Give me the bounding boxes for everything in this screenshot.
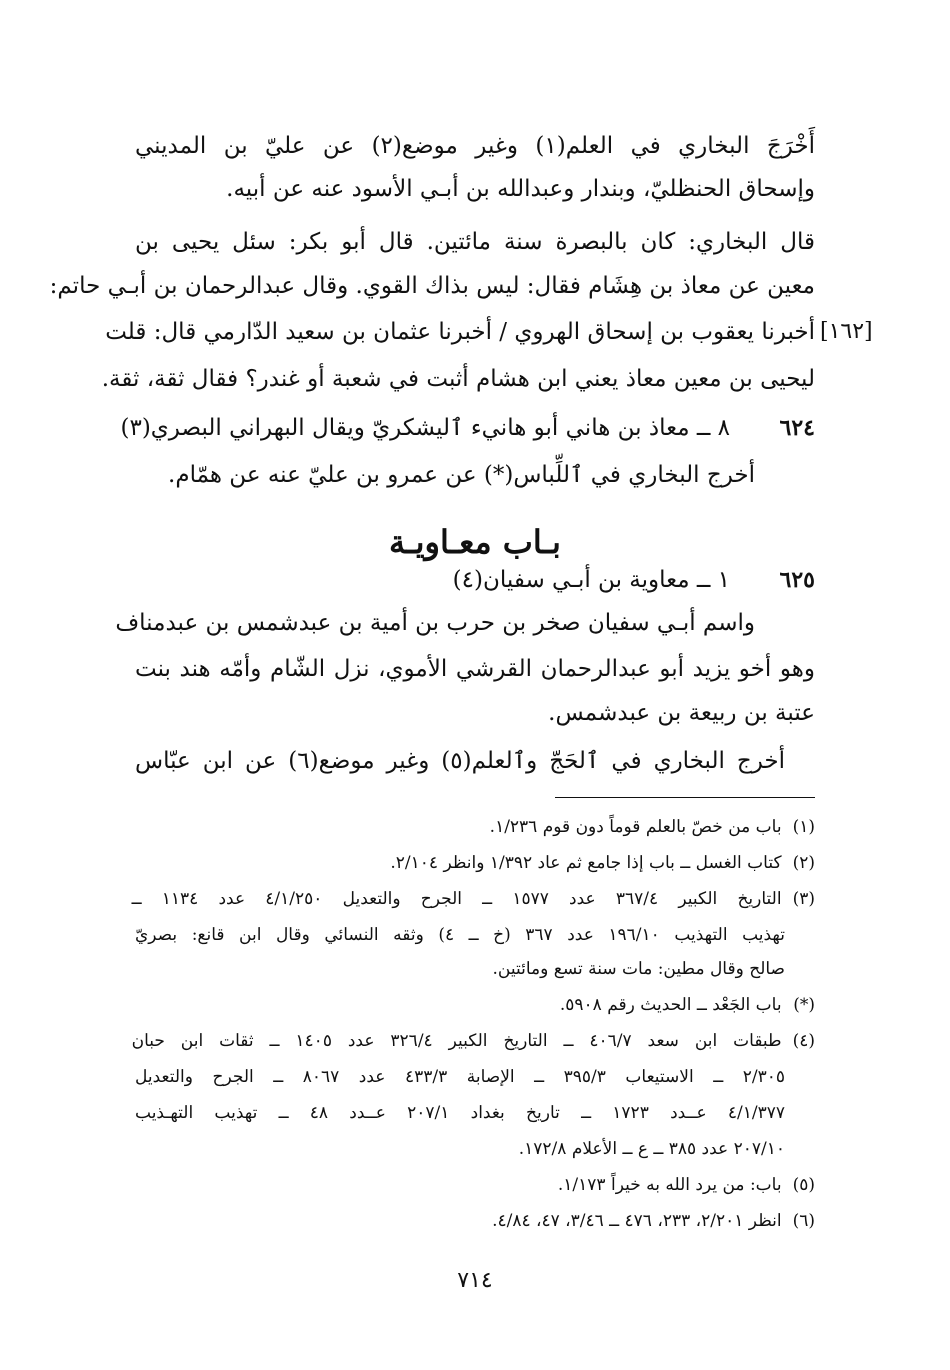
footnote-star — [135, 990, 815, 1020]
body-line-1: أَخْرَجَ البخاري في العلم(١) وغير موضع(٢) عن عليّ بن المديني — [135, 133, 816, 159]
footnote-5-text: باب: من يرد الله به خيراً ١/١٧٣. — [557, 1175, 782, 1195]
entry-number-624: ٦٢٤ — [779, 415, 815, 441]
footnote-1-number: (١) — [792, 817, 815, 837]
footnote-4-line-4 — [135, 1134, 785, 1164]
footnote-5-number: (٥) — [792, 1175, 815, 1195]
body-line-8: أخرج البخاري في ٱللِّباس(*) عن عمرو بن عليّ عنه عن همّام. — [168, 462, 755, 488]
footnote-3-line-2-text: تهذيب التهذيب ١٩٦/١٠ عدد ٣٦٧ (خ ــ ٤) وثقه النسائي وقال ابن قانع: بصريّ — [135, 925, 785, 945]
footnote-3-line-3-text: صالح وقال مطين: مات سنة تسع ومائتين. — [492, 959, 785, 979]
entry-625-line-1: واسم أبـي سفيان صخر بن حرب بن أمية بن عبدشمس بن عبدمناف — [115, 610, 755, 636]
footnote-5 — [135, 1170, 815, 1200]
footnote-star-number: (*) — [793, 995, 815, 1015]
footnote-4 — [131, 1026, 815, 1056]
footnote-6 — [135, 1206, 815, 1236]
entry-625-line-4: أخرج البخاري في ٱلحَجّ وٱلعلم(٥) وغير موضع(٦) عن ابن عبّاس — [135, 748, 786, 774]
footnote-1 — [135, 812, 815, 842]
footnote-3-line-3 — [135, 954, 785, 984]
footnote-1-text: باب من خصّ بالعلم قوماً دون قوم ١/٢٣٦. — [489, 817, 782, 837]
footnote-4-line-3 — [135, 1098, 785, 1128]
chapter-title: بـاب معـاويـة — [389, 523, 561, 561]
entry-625-title: ١ ــ معاوية بن أبـي سفيان(٤) — [452, 567, 730, 593]
reference-marker: [١٦٢] — [820, 319, 873, 344]
footnote-6-number: (٦) — [792, 1211, 815, 1231]
body-line-2: وإسحاق الحنظليّ، وبندار وعبدالله بن أبـي الأسود عنه عن أبيه. — [226, 176, 815, 202]
footnote-4-line-1: طبقات ابن سعد ٤٠٦/٧ ــ التاريخ الكبير ٣٢٦/٤ عدد ١٤٠٥ ــ ثقات ابن حبان — [131, 1031, 782, 1051]
footnote-2 — [135, 848, 815, 878]
footnote-4-line-3-text: ٤/١/٣٧٧ عــدد ١٧٢٣ ــ تاريخ بغداد ٢٠٧/١ عــدد ٤٨ ــ تهذيب التهـذيب — [135, 1103, 786, 1123]
page-number: ٧١٤ — [457, 1268, 493, 1293]
entry-number-625: ٦٢٥ — [779, 567, 815, 593]
footnote-4-number: (٤) — [792, 1031, 815, 1051]
body-line-3: قال البخاري: كان بالبصرة سنة مائتين. قال أبو بكر: سئل يحيى بن — [135, 229, 815, 255]
footnote-3 — [131, 884, 815, 914]
footnote-6-text: انظر ٢/٢٠١، ٢٣٣، ٤٧٦ ــ ٣/٤٦، ٤٧، ٤/٨٤. — [492, 1211, 782, 1231]
footnote-2-text: كتاب الغسل ــ باب إذا جامع ثم عاد ١/٣٩٢ وانظر ٢/١٠٤. — [390, 853, 782, 873]
entry-625-line-3: عتبة بن ربيعة بن عبدشمس. — [548, 700, 815, 726]
body-line-6: ليحيى بن معين معاذ يعني ابن هشام أثبت في شعبة أو غندر؟ فقال ثقة، ثقة. — [101, 366, 815, 392]
footnote-4-line-4-text: ٢٠٧/١٠ عدد ٣٨٥ ــ ع ــ الأعلام ١٧٢/٨. — [518, 1139, 785, 1159]
footnote-3-number: (٣) — [792, 889, 815, 909]
body-line-4: معين عن معاذ بن هِشَام فقال: ليس بذاك القوي. وقال عبدالرحمان بن أبـي حاتم: — [49, 273, 815, 299]
entry-625-line-2: وهو أخو يزيد أبو عبدالرحمان القرشي الأموي، نزل الشّام وأمّه هند بنت — [135, 656, 815, 682]
footnote-3-line-1: التاريخ الكبير ٣٦٧/٤ عدد ١٥٧٧ ــ الجرح والتعديل ٤/١/٢٥٠ عدد ١١٣٤ ــ — [131, 889, 782, 909]
footnote-2-number: (٢) — [792, 853, 815, 873]
footnote-3-line-2 — [135, 920, 785, 950]
footnote-4-line-2-text: ٢/٣٠٥ ــ الاستيعاب ٣٩٥/٣ ــ الإصابة ٤٣٣/٣ عدد ٨٠٦٧ ــ الجرح والتعديل — [135, 1067, 785, 1087]
footnote-4-line-2 — [135, 1062, 785, 1092]
footnote-star-text: باب الجَعْد ــ الحديث رقم ٥٩٠٨. — [559, 995, 782, 1015]
body-line-5: أخبرنا يعقوب بن إسحاق الهروي / أخبرنا عثمان بن سعيد الدّارمي قال: قلت — [105, 319, 815, 345]
footnote-separator — [555, 797, 815, 798]
entry-624-title: ٨ ــ معاذ بن هاني أبو هانيء ٱليشكريّ ويقال البهراني البصري(٣) — [120, 415, 730, 441]
